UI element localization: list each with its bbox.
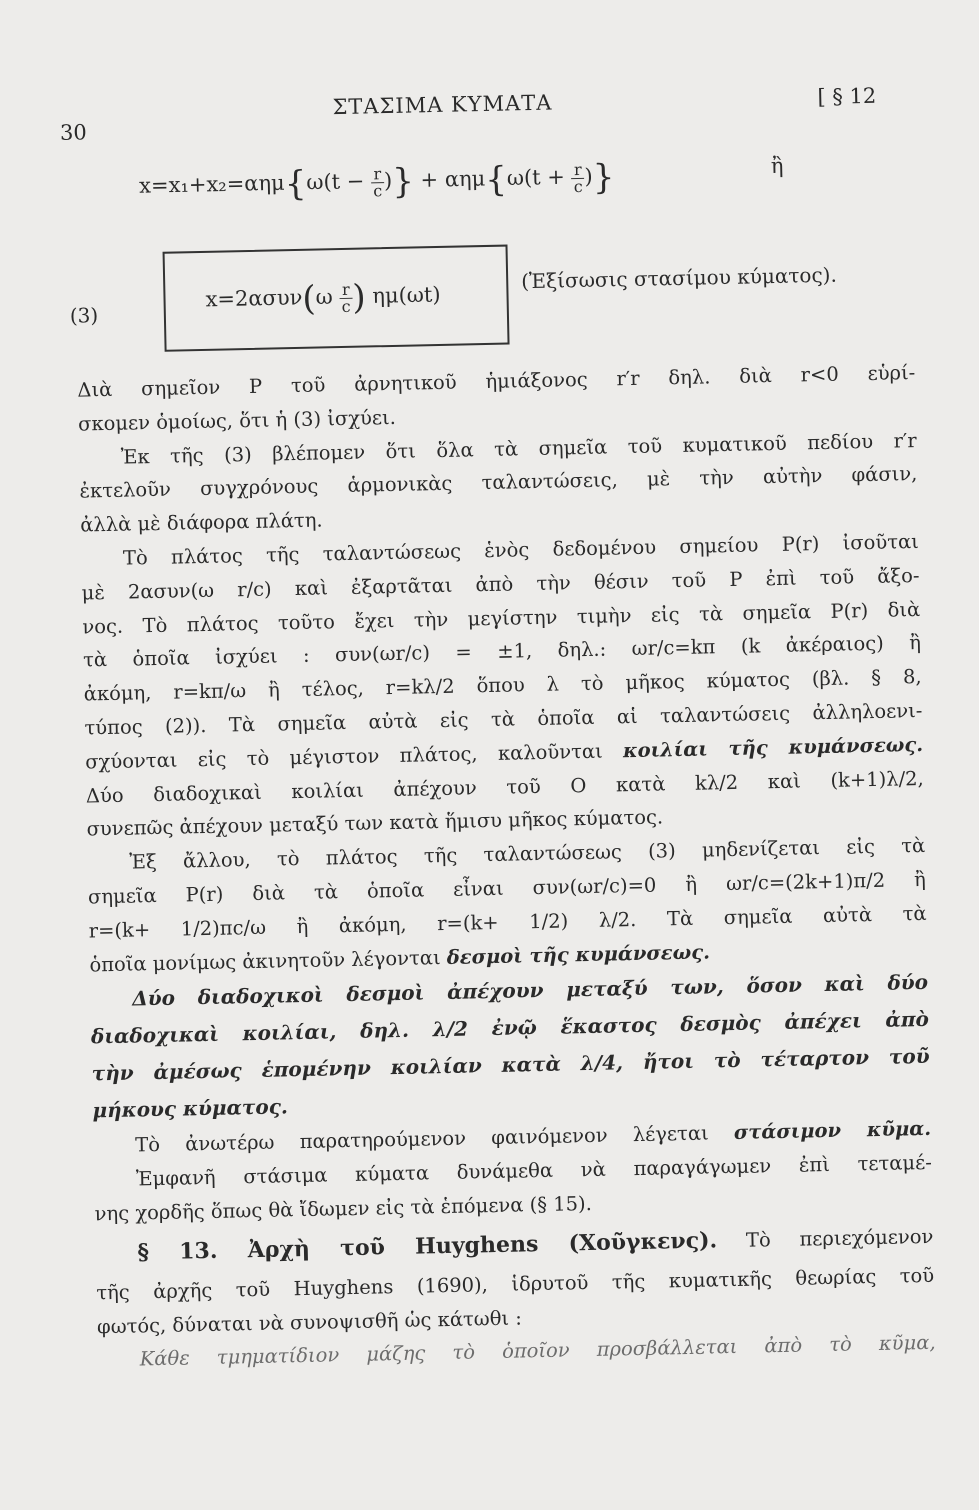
text-line: μὲ 2ασυν(ω r/c) καὶ ἐξαρτᾶται ἀπὸ τὴν θέσιν τοῦ P ἐπὶ τοῦ ἄξο- [81, 563, 920, 605]
page-number: 30 [59, 120, 88, 145]
text-line: Ἐκ τῆς (3) βλέπομεν ὅτι ὅλα τὰ σημεῖα τοῦ κυματικοῦ πεδίου r′r [120, 428, 917, 469]
section-heading-line: § 13. Ἀρχὴ τοῦ Huyghens (Χοῦγκενς). Τὸ περιεχόμενον [137, 1224, 934, 1266]
text-line: Δύο διαδοχικαὶ κοιλίαι ἀπέχουν τοῦ O κατὰ kλ/2 καὶ (k+1)λ/2, [85, 766, 924, 808]
text-line: σκομεν ὁμοίως, ὅτι ἡ (3) ἰσχύει. [77, 405, 397, 436]
section-reference: [ § 12 [817, 83, 877, 110]
text-line: Διὰ σημεῖον P τοῦ ἀρνητικοῦ ἡμιάξονος r′r δηλ. διὰ r<0 εὑρί- [77, 361, 916, 402]
text-line: Ἐξ ἄλλου, τὸ πλάτος τῆς ταλαντώσεως (3) μηδενίζεται εἰς τὰ [129, 834, 926, 874]
eq1-term2: ω(t + [506, 164, 566, 191]
text-line: ἀκόμη, r=kπ/ω ἢ τέλος, r=kλ/2 ὅπου λ τὸ μῆκος κύματος (βλ. § 8, [83, 665, 922, 706]
section-title: § 13. Ἀρχὴ τοῦ Huyghens (Χοῦγκενς). [137, 1227, 718, 1266]
text-line: Ἐμφανῆ στάσιμα κύματα δυνάμεθα νὰ παραγάγωμεν ἐπὶ τεταμέ- [135, 1150, 933, 1191]
eq1-or: ἢ [770, 153, 784, 178]
page-header [0, 82, 967, 145]
body-text [77, 356, 936, 1377]
text-line: τῆς ἀρχῆς τοῦ Huyghens (1690), ἱδρυτοῦ τῆς κυματικῆς θεωρίας τοῦ [96, 1263, 935, 1305]
eq1-plus: + αημ [420, 166, 486, 192]
term-standing-wave: στάσιμον κῦμα. [733, 1117, 932, 1145]
text-line: νος. Τὸ πλάτος τοῦτο ἔχει τὴν μεγίστην τιμὴν εἰς τὰ σημεῖα P(r) διὰ [82, 597, 921, 639]
text-line: ἐκτελοῦν συγχρόνους ἁρμονικὰς ταλαντώσεις, μὲ τὴν αὐτὴν φάσιν, [79, 462, 918, 503]
text-line: ἀλλὰ μὲ διάφορα πλάτη. [80, 508, 323, 537]
equation-label: (3) [69, 303, 99, 328]
text-line-nodes: ὁποῖα μονίμως ἀκινητοῦν λέγονται δεσμοὶ τῆς κυμάνσεως. [89, 940, 711, 976]
text-line: φωτός, δύναται νὰ συνοψισθῆ ὡς κάτωθι : [96, 1306, 523, 1338]
term-nodes: δεσμοὶ τῆς κυμάνσεως. [446, 940, 711, 969]
text-line: Κάθε τμηματίδιον μάζης τὸ ὁποῖον προσβάλλεται ἀπὸ τὸ κῦμα, [139, 1331, 936, 1371]
eq1-frac2: $\frac{r}{c}$ [573, 159, 583, 196]
text-line-standing-wave: Τὸ ἀνωτέρω παρατηρούμενον φαινόμενον λέγεται στάσιμον κῦμα. [135, 1117, 932, 1157]
running-title: ΣΤΑΣΙΜΑ ΚΥΜΑΤΑ [332, 90, 553, 120]
text-line: Τὸ πλάτος τῆς ταλαντώσεως ἑνὸς δεδομένου σημείου P(r) ἰσοῦται [122, 529, 920, 570]
standing-wave-equation-box [163, 245, 510, 352]
standing-wave-equation: x=2ασυν(ω $\frac{r}{c}$ ) ημ(ωt) [205, 277, 441, 319]
text-line: νης χορδῆς ὅπως θὰ ἴδωμεν εἰς τὰ ἑπόμενα (§ 15). [94, 1191, 593, 1226]
text-line-antinodes: σχύονται εἰς τὸ μέγιστον πλάτος, καλοῦνται κοιλίαι τῆς κυμάνσεως. [84, 732, 924, 774]
eq1-term1: ω(t − [306, 169, 365, 195]
text-line: r=(k+ 1/2)πc/ω ἢ ἀκόμη, r=(k+ 1/2) λ/2. Τὰ σημεῖα αὐτὰ τὰ [88, 901, 927, 943]
eq1-lhs: x=x₁+x₂=αημ [138, 170, 285, 198]
equation-superposition: x=x₁+x₂=αημ{ω(t − $\frac{r}{c}$ )} + αημ{ω(t + $\frac{r}{c}$ )} ἢ [138, 153, 784, 205]
text-line: σημεῖα P(r) διὰ τὰ ὁποῖα εἶναι συν(ωr/c)=0 ἢ ωr/c=(2k+1)π/2 ἢ [87, 867, 927, 909]
equation-caption: (Ἐξίσωσις στασίμου κύματος). [520, 262, 838, 294]
text-line: συνεπῶς ἀπέχουν μεταξύ των κατὰ ἥμισυ μῆκος κύματος. [86, 805, 664, 841]
term-antinodes: κοιλίαι τῆς κυμάνσεως. [622, 732, 924, 762]
emphasis-statement: Δύο διαδοχικοὶ δεσμοὶ ἀπέχουν μεταξύ των, ὅσον καὶ δύο διαδοχικαὶ κοιλίαι, δηλ. λ/2 ἐνῷ ἕκαστος δεσμὸς ἀπέχει ἀπὸ τὴν ἀμέσως ἑπομένην κοιλίαν κατὰ λ/4, ἤτοι τὸ τέταρτον τοῦ μήκους κύματος. [90, 970, 930, 1123]
eq1-frac1: $\frac{r}{c}$ [373, 163, 383, 200]
text-line: τύπος (2)). Τὰ σημεῖα αὐτὰ εἰς τὰ ὁποῖα αἱ ταλαντώσεις ἀλληλοενι- [84, 698, 923, 740]
text-line: τὰ ὁποῖα ἰσχύει : συν(ωr/c) = ±1, δηλ.: ωr/c=kπ (k ἀκέραιος) ἢ [82, 631, 922, 672]
